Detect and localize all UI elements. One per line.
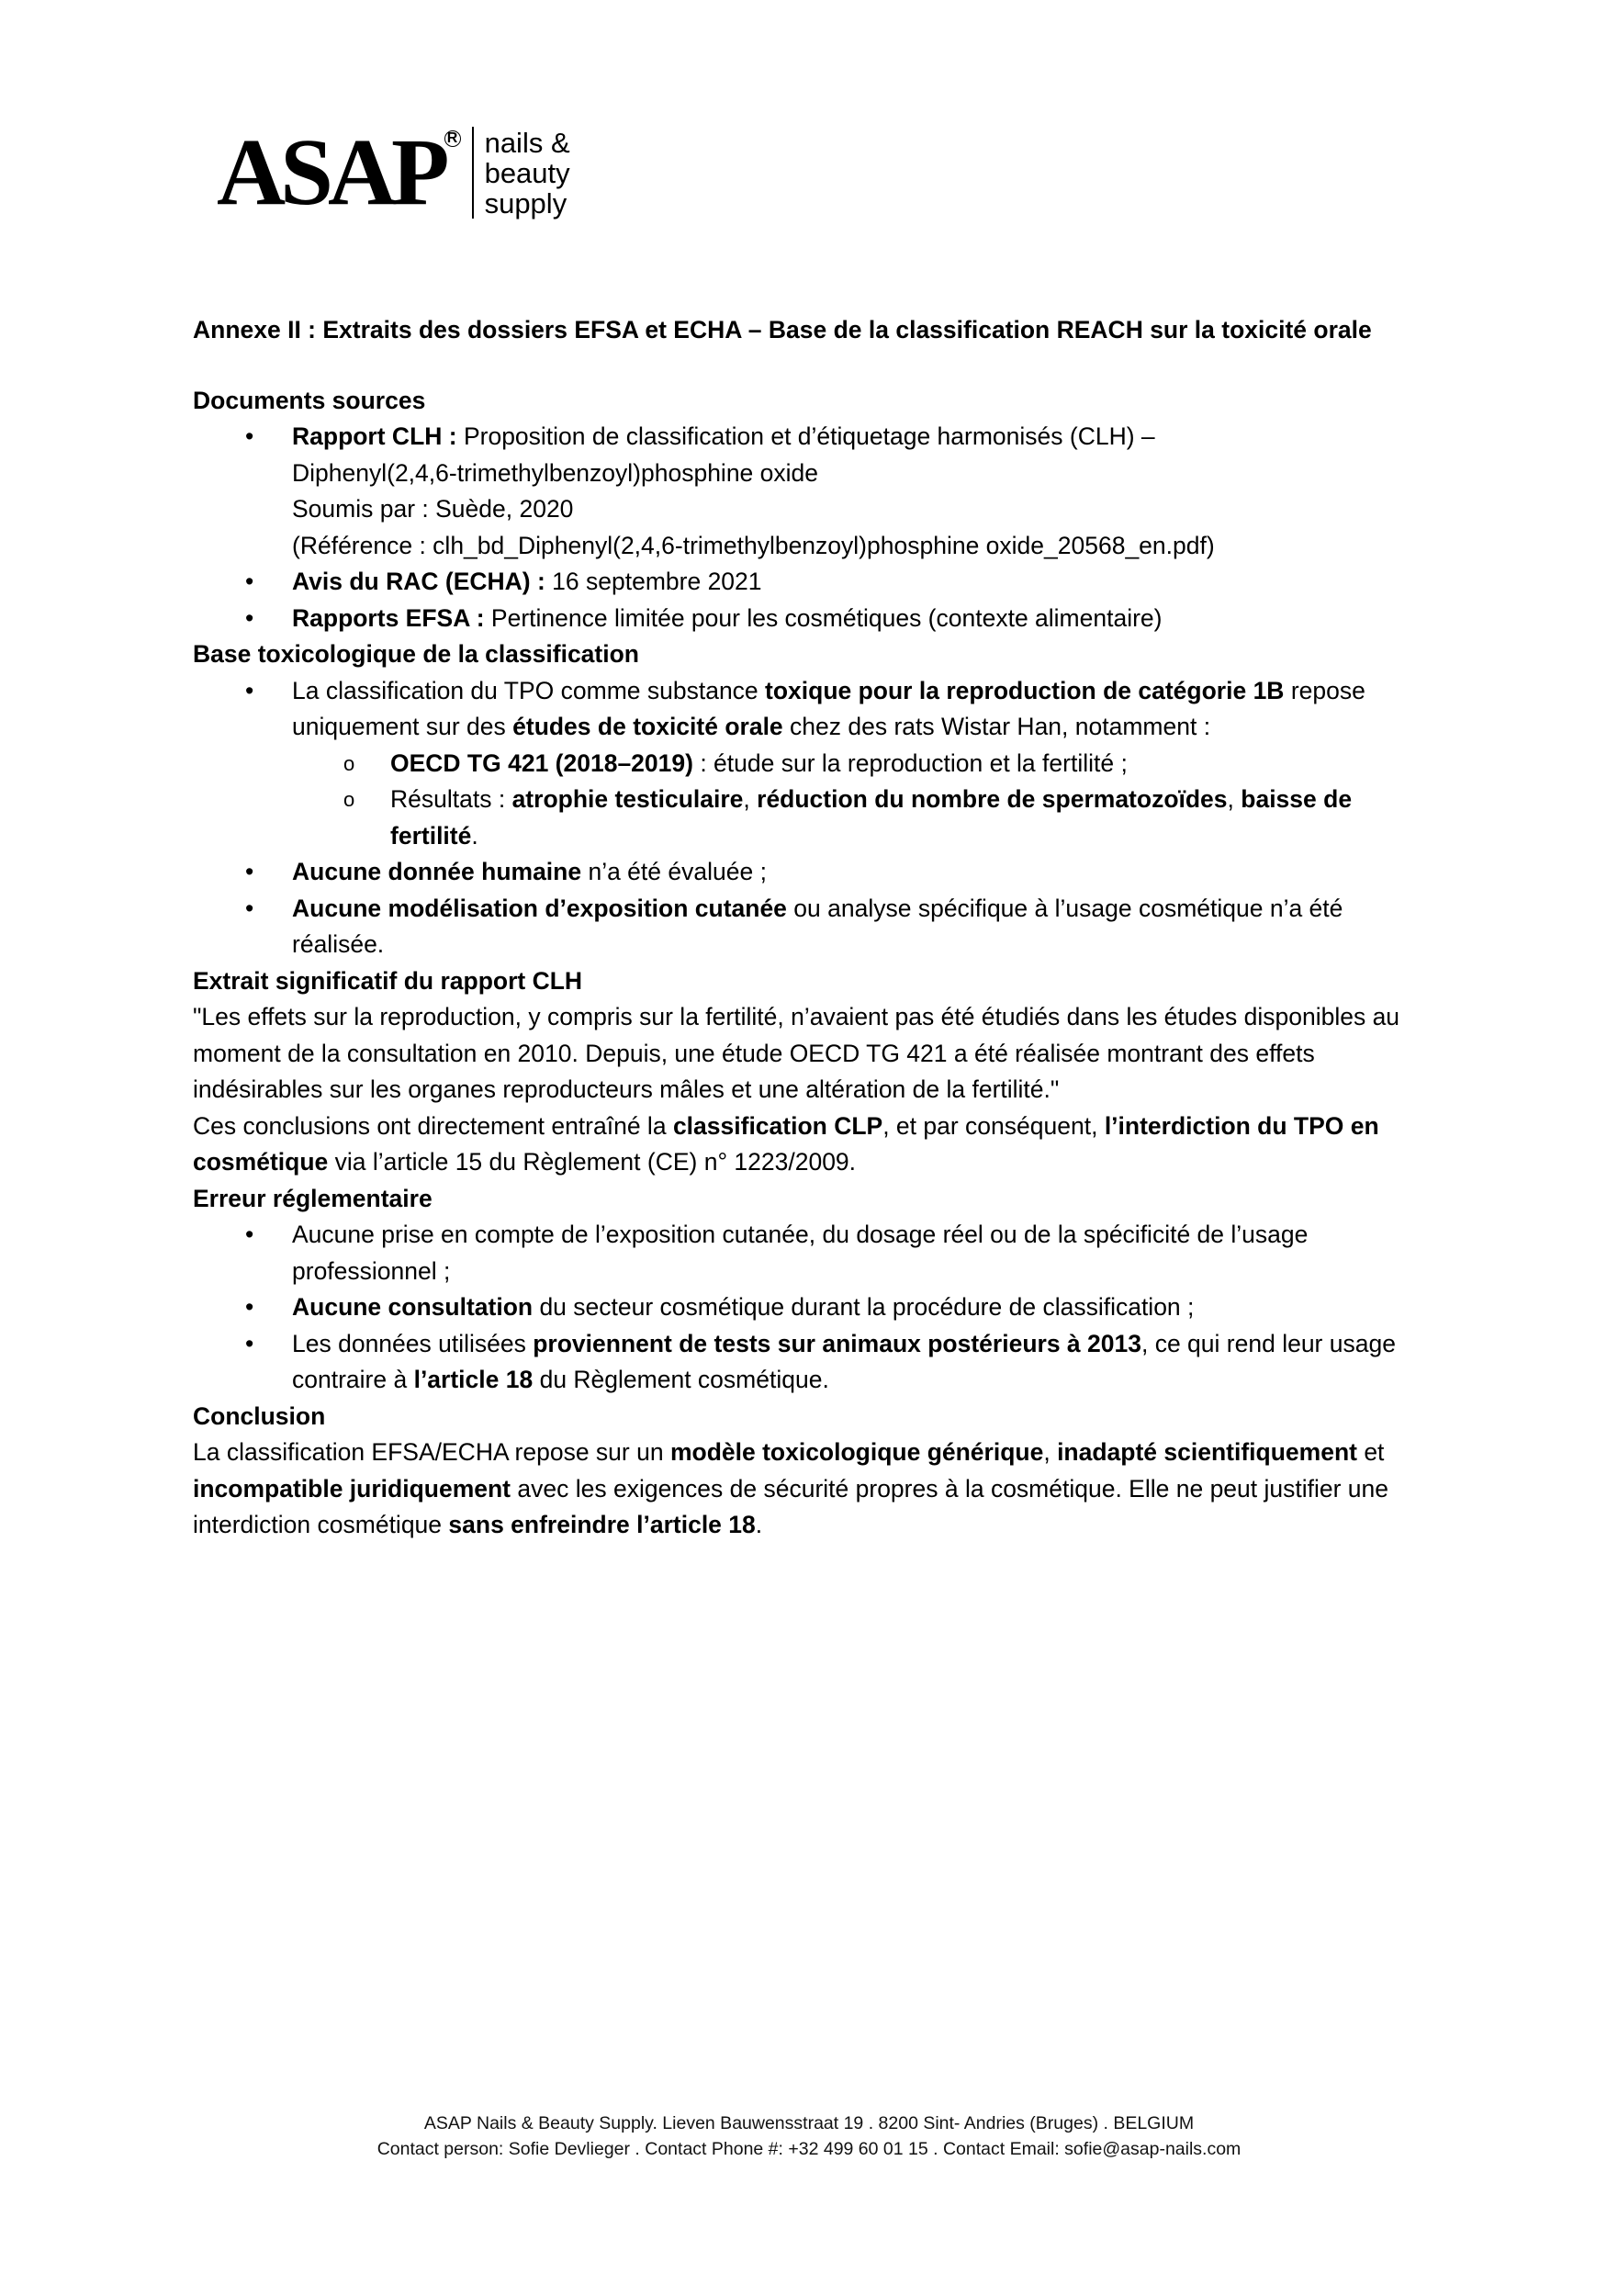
sub-list-item: o Résultats : atrophie testiculaire, réduction du nombre de spermatozoïdes, baisse de fertilité. <box>292 782 1433 854</box>
sources-heading: Documents sources <box>193 386 426 414</box>
list-item: • Aucune prise en compte de l’exposition cutanée, du dosage réel ou de la spécificité de l’usage professionnel ; <box>193 1217 1433 1289</box>
erreur-list <box>193 1217 1433 1399</box>
page-title: Annexe II : Extraits des dossiers EFSA et ECHA – Base de la classification REACH sur la toxicité orale <box>193 316 1372 343</box>
conclusion-heading: Conclusion <box>193 1401 326 1430</box>
extrait-quote: "Les effets sur la reproduction, y compris sur la fertilité, n’avaient pas été étudiés dans les études disponibles au moment de la consultation en 2010. Depuis, une étude OECD TG 421 a été réalisée montrant des effets indésirables sur les organes reproducteurs mâles et une altération de la fertilité." <box>193 1003 1400 1103</box>
list-item: • Aucune donnée humaine n’a été évaluée ; <box>193 854 1433 891</box>
footer-contact: Contact person: Sofie Devlieger . Contact Phone #: +32 499 60 01 15 . Contact Email: sofie@asap-nails.com <box>376 2139 1242 2159</box>
base-heading: Base toxicologique de la classification <box>193 640 639 668</box>
extrait-paragraph: Ces conclusions ont directement entraîné la classification CLP, et par conséquent, l’interdiction du TPO en cosmétique via l’article 15 du Règlement (CE) n° 1223/2009. <box>193 1111 1379 1176</box>
sub-list <box>292 746 1433 855</box>
logo-tagline: nails & beauty supply <box>484 126 570 219</box>
base-list <box>193 673 1433 963</box>
list-item: • La classification du TPO comme substance toxique pour la reproduction de catégorie 1B repose uniquement sur des études de toxicité orale chez des rats Wistar Han, notamment : o OECD TG 421 (2018–2019) : étude sur la reproduction et la fertilité ; o Résultats : atrophie testiculaire, réduction du nombre de spermatozoïdes, baisse de fertilité. <box>193 673 1433 855</box>
sub-list-item: o OECD TG 421 (2018–2019) : étude sur la reproduction et la fertilité ; <box>292 746 1433 782</box>
company-logo <box>217 118 570 228</box>
list-item: • Aucune consultation du secteur cosmétique durant la procédure de classification ; <box>193 1289 1433 1326</box>
page-footer <box>0 2110 1618 2162</box>
registered-mark-icon: R <box>444 130 461 147</box>
list-item: • Rapports EFSA : Pertinence limitée pour les cosmétiques (contexte alimentaire) <box>193 601 1433 637</box>
list-item: • Avis du RAC (ECHA) : 16 septembre 2021 <box>193 564 1433 601</box>
list-item: • Les données utilisées proviennent de tests sur animaux postérieurs à 2013, ce qui rend leur usage contraire à l’article 18 du Règlement cosmétique. <box>193 1326 1433 1399</box>
extrait-heading: Extrait significatif du rapport CLH <box>193 966 583 995</box>
conclusion-paragraph: La classification EFSA/ECHA repose sur un modèle toxicologique générique, inadapté scientifiquement et incompatible juridiquement avec les exigences de sécurité propres à la cosmétique. Elle ne peut justifier une interdiction cosmétique sans enfreindre l’article 18. <box>193 1438 1389 1538</box>
logo-divider <box>472 127 474 219</box>
erreur-heading: Erreur réglementaire <box>193 1184 433 1212</box>
document-body <box>193 312 1433 1544</box>
sources-list <box>193 419 1433 636</box>
logo-mark: ASAP R <box>217 125 444 220</box>
footer-address: ASAP Nails & Beauty Supply. Lieven Bauwensstraat 19 . 8200 Sint- Andries (Bruges) . BELGIUM <box>423 2113 1195 2133</box>
list-item: • Rapport CLH : Proposition de classification et d’étiquetage harmonisés (CLH) – Diphenyl(2,4,6-trimethylbenzoyl)phosphine oxide Soumis par : Suède, 2020 (Référence : clh_bd_Diphenyl(2,4,6-trimethylbenzoyl)phosphine oxide_20568_en.pdf) <box>193 419 1433 564</box>
list-item: • Aucune modélisation d’exposition cutanée ou analyse spécifique à l’usage cosmétique n’a été réalisée. <box>193 891 1433 963</box>
